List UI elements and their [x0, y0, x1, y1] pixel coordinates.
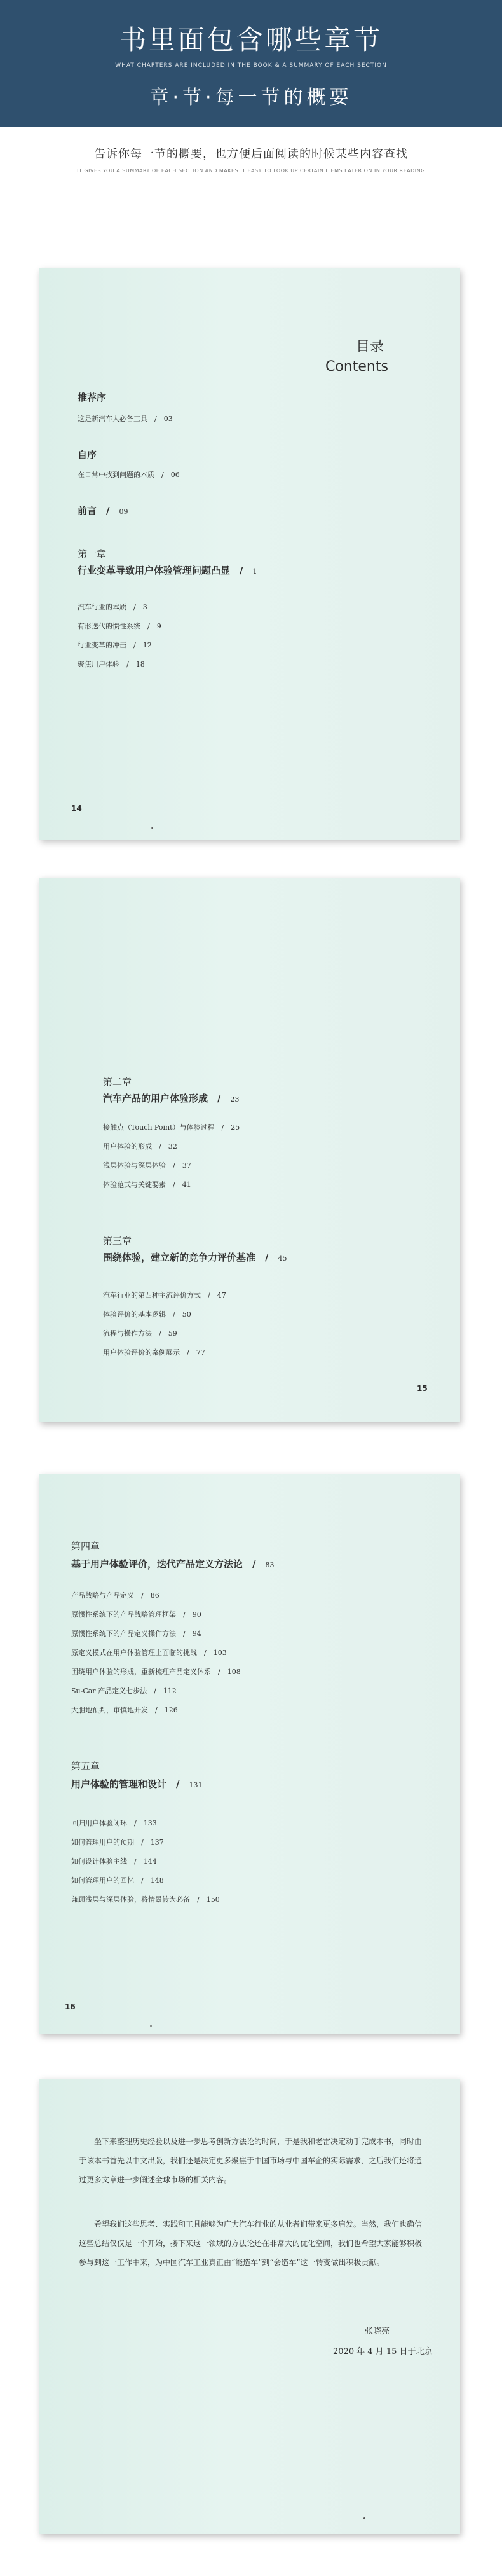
chapter5-item: 如何管理用户的预期 / 137	[71, 1838, 164, 1846]
page-mark	[363, 2517, 365, 2519]
chapter4-item: 围绕用户体验的形成，重新梳理产品定义体系 / 108	[71, 1668, 241, 1676]
chapter4-item: 大胆地预判，审慎地开发 / 126	[71, 1706, 178, 1714]
chapter1-item: 行业变革的冲击 / 12	[78, 641, 152, 649]
chapter1-label: 第一章	[78, 548, 107, 560]
chapter2-item: 浅层体验与深层体验 / 37	[103, 1161, 191, 1170]
chapter4-item: 原惯性系统下的产品定义操作方法 / 94	[71, 1630, 201, 1638]
page-number: 14	[71, 804, 82, 813]
chapter1-item: 有形迭代的惯性系统 / 9	[78, 622, 161, 630]
chapter2-item: 接触点（Touch Point）与体验过程 / 25	[103, 1123, 240, 1132]
chapter2-item: 体验范式与关键要素 / 41	[103, 1181, 191, 1189]
chapter3-item: 体验评价的基本逻辑 / 50	[103, 1310, 191, 1319]
author-signature: 张晓亮	[365, 2327, 390, 2336]
foreword-title: 推荐序	[78, 392, 107, 403]
chapter5-item: 回归用户体验闭环 / 133	[71, 1819, 157, 1827]
chapter2-label: 第二章	[103, 1076, 132, 1088]
page-mark	[151, 827, 153, 829]
foreword-item: 这是新汽车人必备工具 / 03	[78, 415, 173, 423]
chapter4-item: 产品战略与产品定义 / 86	[71, 1591, 159, 1600]
intro-entry: 前言 / 09	[78, 505, 128, 516]
chapter4-item: Su-Car 产品定义七步法 / 112	[71, 1687, 177, 1695]
chapter3-item: 用户体验评价的案例展示 / 77	[103, 1348, 205, 1357]
chapter1-item: 聚焦用户体验 / 18	[78, 660, 145, 668]
chapter5-label: 第五章	[71, 1761, 100, 1772]
page-mark	[150, 2025, 152, 2027]
page-number: 16	[65, 2002, 76, 2011]
intro-block	[0, 145, 502, 174]
book-page-afterword	[39, 2079, 460, 2534]
banner-title: 书里面包含哪些章节	[119, 24, 383, 55]
chapter4-item: 原定义模式在用户体验管理上面临的挑战 / 103	[71, 1649, 227, 1657]
book-page-contents-1	[39, 268, 460, 840]
chapter2-item: 用户体验的形成 / 32	[103, 1142, 177, 1151]
signature-date: 2020 年 4 月 15 日于北京	[333, 2347, 433, 2357]
book-page-contents-2	[39, 878, 460, 1422]
chapter4-label: 第四章	[71, 1541, 100, 1552]
chapter3-title: 围绕体验，建立新的竞争力评价基准 / 45	[103, 1252, 287, 1263]
header-banner	[0, 0, 502, 127]
chapter5-item: 如何管理用户的回忆 / 148	[71, 1876, 164, 1885]
intro-text-en: IT GIVES YOU A SUMMARY OF EACH SECTION AND MAKES IT EASY TO LOOK UP CERTAIN ITEMS LATER ON IN YOUR READING	[77, 168, 425, 174]
chapter4-title: 基于用户体验评价，迭代产品定义方法论 / 83	[71, 1558, 275, 1570]
intro-text-cn: 告诉你每一节的概要，也方便后面阅读的时候某些内容查找	[94, 148, 408, 161]
chapter5-item: 兼顾浅层与深层体验，将情景转为必备 / 150	[71, 1895, 220, 1904]
chapter5-item: 如何设计体验主线 / 144	[71, 1857, 157, 1866]
contents-header-en: Contents	[325, 359, 388, 375]
afterword-paragraph-1: 坐下来整理历史经验以及进一步思考创新方法论的时间，于是我和老雷决定动手完成本书，同时由于该本书首先以中文出版，我们还是决定更多聚焦于中国市场与中国车企的实际需求，之后我们还将通过更多文章进一步阐述全球市场的相关内容。	[79, 2137, 423, 2184]
page-number: 15	[417, 1384, 428, 1393]
chapter3-label: 第三章	[103, 1235, 132, 1247]
banner-title-secondary: 章·节·每一节的概要	[149, 87, 353, 109]
chapter4-item: 原惯性系统下的产品战略管理框架 / 90	[71, 1610, 201, 1619]
preface-title: 自序	[78, 449, 97, 460]
chapter5-title: 用户体验的管理和设计 / 131	[71, 1778, 203, 1790]
book-page-contents-3	[39, 1474, 460, 2034]
afterword-paragraph-2: 希望我们这些思考、实践和工具能够为广大汽车行业的从业者们带来更多启发。当然，我们也确信这些总结仅仅是一个开始，接下来这一领域的方法论还在非常大的优化空间，我们也希望大家能够积极参与到这一工作中来，为中国汽车工业真正由“能造车”到“会造车”这一转变做出积极贡献。	[79, 2220, 423, 2267]
contents-header-cn: 目录	[356, 339, 384, 355]
chapter3-item: 汽车行业的第四种主流评价方式 / 47	[103, 1291, 226, 1299]
chapter1-item: 汽车行业的本质 / 3	[78, 603, 147, 611]
banner-subtitle-en: WHAT CHAPTERS ARE INCLUDED IN THE BOOK & A SUMMARY OF EACH SECTION	[115, 62, 387, 69]
preface-item: 在日常中找到问题的本质 / 06	[78, 471, 180, 479]
chapter1-title: 行业变革导致用户体验管理问题凸显 / 1	[78, 565, 257, 576]
chapter3-item: 流程与操作方法 / 59	[103, 1329, 177, 1338]
chapter2-title: 汽车产品的用户体验形成 / 23	[103, 1093, 240, 1104]
